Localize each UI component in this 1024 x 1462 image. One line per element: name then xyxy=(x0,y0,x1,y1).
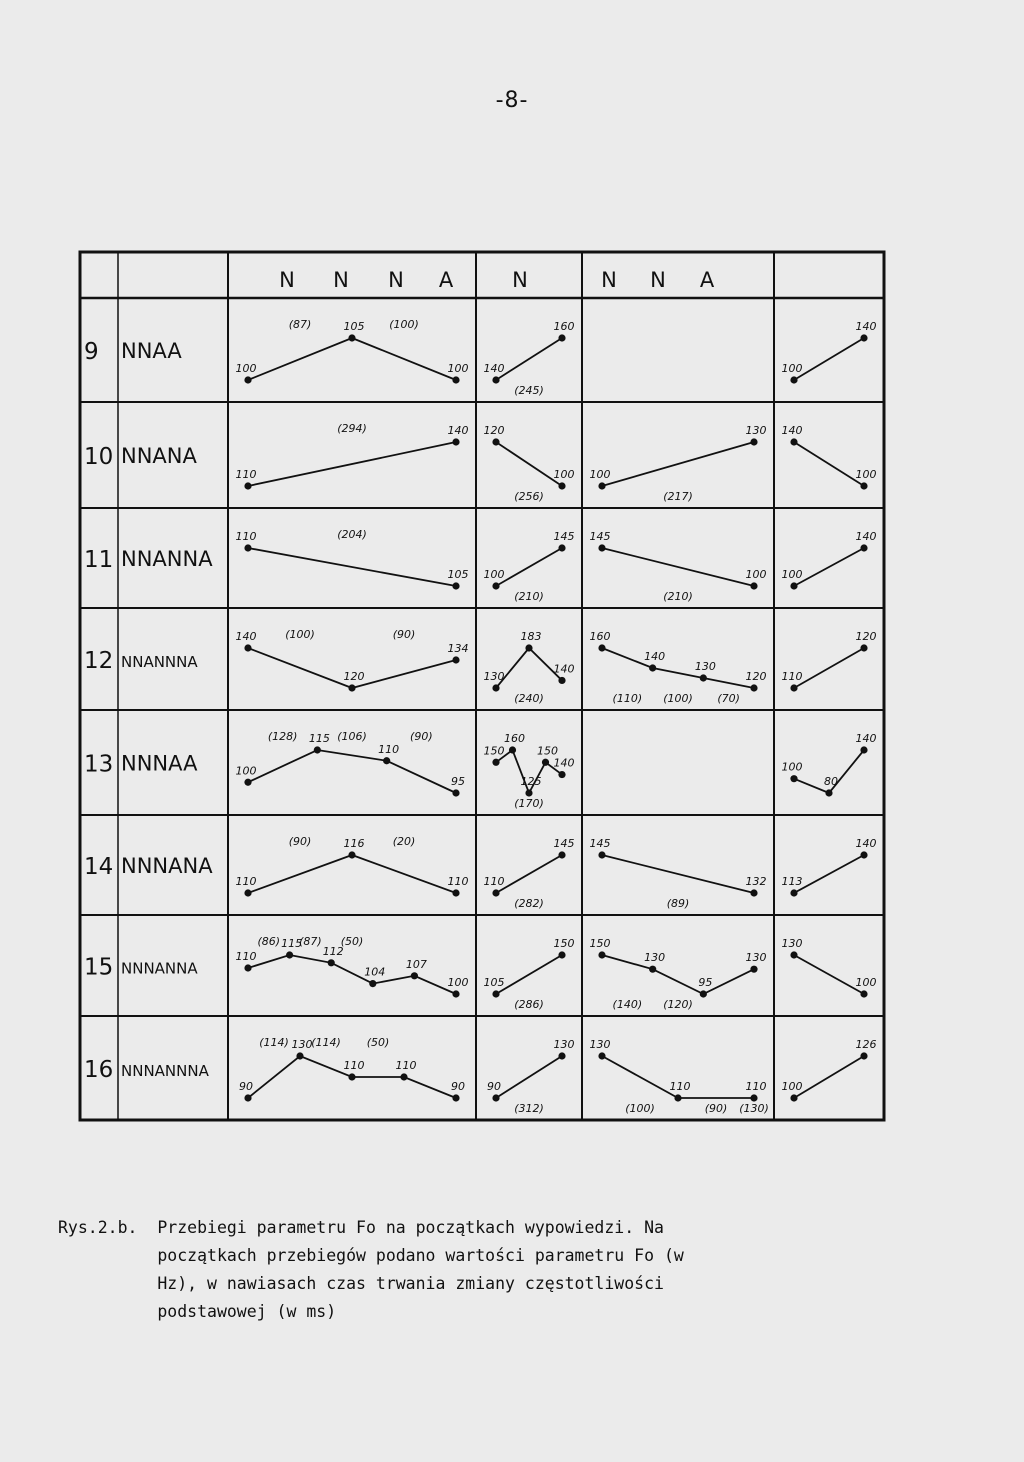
fo-value-label: 134 xyxy=(447,642,469,655)
contour-line xyxy=(794,648,864,688)
row-pattern-label: NNAA xyxy=(121,339,182,363)
row-pattern-label: NNANA xyxy=(121,444,197,468)
contour-line xyxy=(602,442,754,486)
contour-segment xyxy=(236,528,469,590)
contour-line xyxy=(248,855,456,893)
contour-point xyxy=(790,376,797,383)
contour-point xyxy=(369,980,376,987)
contour-segment xyxy=(590,424,767,503)
contour-point xyxy=(286,951,293,958)
row-number: 16 xyxy=(84,1057,114,1083)
fo-value-label: 140 xyxy=(553,756,575,770)
contour-point xyxy=(790,775,797,782)
duration-label: (50) xyxy=(340,935,364,948)
contour-segment xyxy=(484,837,575,910)
fo-value-label: 90 xyxy=(451,1080,465,1093)
fo-value-label: 110 xyxy=(395,1059,417,1072)
duration-label: (170) xyxy=(514,797,544,810)
fo-value-label: 150 xyxy=(537,744,558,758)
duration-label: (312) xyxy=(514,1102,544,1115)
duration-label: (90) xyxy=(704,1102,728,1115)
fo-value-label: 110 xyxy=(669,1080,691,1093)
fo-value-label: 104 xyxy=(364,965,386,979)
contour-segment xyxy=(236,318,469,384)
fo-value-label: 140 xyxy=(855,530,877,543)
contour-point xyxy=(244,482,251,489)
fo-value-label: 116 xyxy=(343,837,365,850)
fo-value-label: 100 xyxy=(447,362,469,375)
fo-value-label: 95 xyxy=(698,976,713,989)
contour-segment xyxy=(590,630,767,705)
contour-point xyxy=(790,889,797,896)
contour-point xyxy=(790,951,797,958)
contour-point xyxy=(790,684,797,691)
contour-point xyxy=(492,990,499,997)
contour-point xyxy=(244,644,251,651)
fo-value-label: 130 xyxy=(291,1038,313,1051)
figure-caption xyxy=(58,1214,908,1326)
contour-point xyxy=(790,438,797,445)
row-number: 12 xyxy=(84,648,114,674)
fo-value-label: 95 xyxy=(451,775,465,788)
contour-segment xyxy=(236,422,469,490)
duration-label: (50) xyxy=(366,1036,390,1049)
header-syllable-label: N xyxy=(512,268,528,292)
duration-label: (217) xyxy=(663,490,693,503)
contour-point xyxy=(700,990,707,997)
fo-value-label: 140 xyxy=(483,362,505,375)
contour-point xyxy=(860,334,867,341)
duration-label: (294) xyxy=(337,422,367,435)
contour-point xyxy=(558,482,565,489)
caption-line: Rys.2.b. Przebiegi parametru Fo na początkach wypowiedzi. Na xyxy=(58,1218,664,1237)
duration-label: (140) xyxy=(612,998,643,1011)
row-pattern-label: NNANNA xyxy=(121,547,213,571)
contour-point xyxy=(558,677,565,684)
contour-segment xyxy=(236,730,466,797)
header-syllable-label: A xyxy=(699,268,715,292)
fo-value-label: 110 xyxy=(781,670,803,683)
table-row xyxy=(84,1036,877,1115)
contour-segment xyxy=(782,937,877,998)
caption-line: podstawowej (w ms) xyxy=(58,1302,337,1321)
contour-point xyxy=(492,438,499,445)
contour-point xyxy=(825,789,832,796)
fo-value-label: 125 xyxy=(520,775,542,788)
fo-value-label: 100 xyxy=(589,468,611,481)
duration-label: (90) xyxy=(288,835,312,848)
contour-point xyxy=(452,990,459,997)
contour-point xyxy=(525,789,532,796)
fo-value-label: 100 xyxy=(781,760,803,774)
contour-segment xyxy=(590,937,767,1011)
contour-segment xyxy=(484,424,575,503)
duration-label: (90) xyxy=(392,628,416,641)
duration-label: (100) xyxy=(625,1102,655,1115)
contour-segment xyxy=(590,1038,769,1115)
fo-value-label: 110 xyxy=(447,875,469,888)
contour-segment xyxy=(782,630,877,692)
duration-label: (210) xyxy=(514,590,544,603)
contour-line xyxy=(496,548,562,586)
contour-point xyxy=(452,789,459,796)
contour-point xyxy=(328,959,335,966)
fo-value-label: 105 xyxy=(343,320,365,333)
duration-label: (70) xyxy=(717,692,740,705)
contour-point xyxy=(598,644,605,651)
fo-value-label: 145 xyxy=(589,837,611,850)
contour-segment xyxy=(236,835,469,897)
fo-value-label: 130 xyxy=(483,670,505,683)
header-syllable-label: N xyxy=(333,268,349,292)
contour-line xyxy=(602,855,754,893)
fo-value-label: 120 xyxy=(343,670,365,683)
contour-segment xyxy=(484,630,575,705)
contour-point xyxy=(400,1073,407,1080)
fo-value-label: 132 xyxy=(745,875,767,888)
contour-point xyxy=(860,990,867,997)
fo-value-label: 110 xyxy=(378,742,400,756)
duration-label: (100) xyxy=(663,692,693,705)
contour-line xyxy=(496,955,562,994)
contour-point xyxy=(492,582,499,589)
fo-value-label: 110 xyxy=(483,875,505,888)
fo-value-label: 130 xyxy=(644,951,666,965)
duration-label: (256) xyxy=(514,490,544,503)
contour-point xyxy=(244,376,251,383)
table-row xyxy=(84,835,877,910)
fo-value-label: 120 xyxy=(745,670,767,683)
header-syllable-label: N xyxy=(601,268,617,292)
fo-value-label: 80 xyxy=(824,775,838,788)
duration-label: (114) xyxy=(311,1036,341,1049)
contour-segment xyxy=(484,530,575,603)
contour-point xyxy=(348,851,355,858)
contour-line xyxy=(248,750,456,793)
fo-value-label: 110 xyxy=(235,875,257,888)
fo-value-label: 100 xyxy=(447,976,469,989)
contour-point xyxy=(509,746,516,753)
fo-value-label: 160 xyxy=(504,732,525,745)
fo-value-label: 105 xyxy=(447,568,469,581)
fo-value-label: 110 xyxy=(745,1080,767,1093)
contour-point xyxy=(790,582,797,589)
table-row xyxy=(84,528,877,603)
contour-point xyxy=(790,1094,797,1101)
contour-segment xyxy=(782,837,877,897)
contour-point xyxy=(750,1094,757,1101)
header-syllable-label: N xyxy=(388,268,404,292)
contour-point xyxy=(649,966,656,973)
contour-point xyxy=(558,1052,565,1059)
table-row xyxy=(84,730,877,810)
fo-value-label: 100 xyxy=(855,976,877,989)
fo-value-label: 90 xyxy=(239,1080,253,1093)
fo-value-label: 160 xyxy=(553,320,575,333)
contour-segment xyxy=(484,732,575,810)
fo-value-label: 100 xyxy=(781,568,803,581)
contour-point xyxy=(244,779,251,786)
contour-segment xyxy=(782,424,877,490)
row-number: 15 xyxy=(84,954,114,981)
row-pattern-label: NNNAA xyxy=(121,751,198,776)
fo-value-label: 140 xyxy=(644,650,666,663)
fo-value-label: 100 xyxy=(235,362,257,375)
contour-point xyxy=(492,759,499,766)
contour-line xyxy=(602,955,754,994)
contour-line xyxy=(794,338,864,380)
table-row xyxy=(84,935,877,1011)
contour-point xyxy=(411,972,418,979)
table-row xyxy=(84,628,877,705)
fo-value-label: 140 xyxy=(235,630,257,643)
fo-value-label: 140 xyxy=(553,662,575,676)
duration-label: (89) xyxy=(666,897,690,910)
row-pattern-label: NNNANA xyxy=(121,854,213,878)
caption-line: początkach przebiegów podano wartości parametru Fo (w xyxy=(58,1246,684,1265)
contour-point xyxy=(750,966,757,973)
duration-label: (100) xyxy=(389,318,419,331)
contour-point xyxy=(558,334,565,341)
duration-label: (90) xyxy=(410,730,433,743)
contour-line xyxy=(794,548,864,586)
fo-value-label: 115 xyxy=(308,732,330,745)
fo-value-label: 145 xyxy=(553,837,575,850)
contour-point xyxy=(598,851,605,858)
contour-line xyxy=(496,855,562,893)
fo-value-label: 130 xyxy=(745,424,767,437)
contour-point xyxy=(383,757,390,764)
header-syllable-label: A xyxy=(438,268,454,292)
contour-line xyxy=(496,1056,562,1098)
fo-value-label: 110 xyxy=(235,468,257,481)
fo-value-label: 130 xyxy=(553,1038,575,1051)
fo-value-label: 160 xyxy=(589,630,611,643)
contour-point xyxy=(244,964,251,971)
contour-point xyxy=(348,1073,355,1080)
duration-label: (286) xyxy=(514,998,544,1011)
fo-value-label: 113 xyxy=(781,875,803,888)
contour-point xyxy=(598,951,605,958)
fo-value-label: 100 xyxy=(855,468,877,481)
contour-point xyxy=(750,684,757,691)
contour-segment xyxy=(236,935,469,998)
table-row xyxy=(84,318,877,397)
duration-label: (106) xyxy=(337,730,367,743)
contour-segment xyxy=(782,320,877,384)
contour-segment xyxy=(782,530,877,590)
fo-value-label: 183 xyxy=(520,630,542,643)
contour-segment xyxy=(484,937,575,1011)
contour-line xyxy=(248,548,456,586)
contour-point xyxy=(700,674,707,681)
header-syllable-label: N xyxy=(279,268,295,292)
contour-line xyxy=(496,648,562,688)
header-syllable-label: N xyxy=(650,268,666,292)
fo-value-label: 130 xyxy=(694,660,716,673)
fo-value-label: 115 xyxy=(281,937,303,950)
fo-value-label: 110 xyxy=(235,530,257,543)
duration-label: (110) xyxy=(612,692,643,705)
contour-point xyxy=(558,951,565,958)
contour-line xyxy=(794,955,864,994)
contour-point xyxy=(452,889,459,896)
contour-point xyxy=(452,1094,459,1101)
caption-line: Hz), w nawiasach czas trwania zmiany częstotliwości xyxy=(58,1274,664,1293)
contour-line xyxy=(602,648,754,688)
duration-label: (20) xyxy=(392,835,416,848)
contour-segment xyxy=(484,320,575,397)
contour-line xyxy=(794,1056,864,1098)
duration-label: (87) xyxy=(299,935,322,948)
contour-point xyxy=(860,851,867,858)
row-pattern-label: NNNANNNA xyxy=(121,1062,209,1080)
fo-value-label: 145 xyxy=(553,530,575,543)
page-number: -8- xyxy=(495,88,529,113)
contour-line xyxy=(496,442,562,486)
fo-value-label: 140 xyxy=(855,320,877,333)
row-number: 10 xyxy=(84,444,114,470)
duration-label: (100) xyxy=(285,628,315,641)
contour-point xyxy=(452,656,459,663)
fo-value-label: 107 xyxy=(405,957,427,971)
contour-point xyxy=(674,1094,681,1101)
fo-value-label: 105 xyxy=(483,976,505,989)
row-pattern-label: NNANNNA xyxy=(121,653,198,671)
row-pattern-label: NNNANNA xyxy=(121,959,198,978)
fo-value-label: 130 xyxy=(781,937,803,950)
duration-label: (210) xyxy=(663,590,693,603)
fo-value-label: 100 xyxy=(553,468,575,481)
contour-point xyxy=(244,889,251,896)
contour-point xyxy=(296,1052,303,1059)
contour-point xyxy=(542,759,549,766)
contour-segment xyxy=(487,1038,575,1115)
fo-value-label: 130 xyxy=(589,1038,611,1051)
fo-value-label: 150 xyxy=(589,937,611,950)
fo-value-label: 150 xyxy=(483,744,505,758)
fo-value-label: 110 xyxy=(343,1059,365,1072)
fo-value-label: 100 xyxy=(781,1080,803,1093)
fo-value-label: 100 xyxy=(235,764,257,778)
contour-point xyxy=(452,376,459,383)
contour-line xyxy=(794,442,864,486)
duration-label: (130) xyxy=(739,1102,769,1115)
row-number: 14 xyxy=(84,854,114,880)
contour-point xyxy=(492,889,499,896)
contour-point xyxy=(558,771,565,778)
contour-point xyxy=(860,1052,867,1059)
fo-value-label: 145 xyxy=(589,530,611,543)
table-frame xyxy=(80,252,884,1120)
contour-line xyxy=(248,338,456,380)
fo-value-label: 140 xyxy=(855,732,877,745)
contour-segment xyxy=(782,732,877,797)
contour-point xyxy=(860,644,867,651)
contour-point xyxy=(750,889,757,896)
contour-point xyxy=(348,334,355,341)
fo-value-label: 130 xyxy=(745,951,767,965)
contour-point xyxy=(314,746,321,753)
contour-point xyxy=(750,438,757,445)
contour-point xyxy=(525,644,532,651)
contour-point xyxy=(860,544,867,551)
fo-value-label: 120 xyxy=(483,424,505,437)
row-number: 13 xyxy=(84,751,114,778)
contour-point xyxy=(348,684,355,691)
contour-point xyxy=(492,684,499,691)
contour-point xyxy=(244,1094,251,1101)
contour-point xyxy=(598,1052,605,1059)
row-number: 11 xyxy=(84,547,114,573)
contour-point xyxy=(558,544,565,551)
contour-line xyxy=(794,855,864,893)
fo-value-label: 90 xyxy=(487,1080,501,1093)
duration-label: (240) xyxy=(514,692,544,705)
duration-label: (87) xyxy=(288,318,312,331)
duration-label: (282) xyxy=(514,897,544,910)
contour-line xyxy=(496,338,562,380)
fo-value-label: 100 xyxy=(745,568,767,581)
contour-segment xyxy=(590,530,767,603)
fo-value-label: 140 xyxy=(855,837,877,850)
table-row xyxy=(84,422,877,503)
fo-value-label: 140 xyxy=(447,424,469,437)
fo-value-label: 150 xyxy=(553,937,575,950)
contour-point xyxy=(750,582,757,589)
duration-label: (128) xyxy=(267,730,298,743)
row-number: 9 xyxy=(84,339,99,365)
contour-point xyxy=(244,544,251,551)
contour-segment xyxy=(590,837,767,910)
contour-point xyxy=(860,746,867,753)
duration-label: (204) xyxy=(337,528,367,541)
fo-value-label: 126 xyxy=(855,1038,877,1051)
duration-label: (114) xyxy=(259,1036,289,1049)
fo-value-label: 120 xyxy=(855,630,877,643)
contour-line xyxy=(602,548,754,586)
contour-segment xyxy=(782,1038,877,1102)
contour-point xyxy=(452,582,459,589)
fo-value-label: 140 xyxy=(781,424,803,437)
contour-point xyxy=(558,851,565,858)
contour-point xyxy=(649,664,656,671)
contour-point xyxy=(598,482,605,489)
duration-label: (120) xyxy=(663,998,693,1011)
contour-point xyxy=(492,1094,499,1101)
contour-point xyxy=(452,438,459,445)
contour-line xyxy=(248,442,456,486)
contour-point xyxy=(598,544,605,551)
fo-value-label: 112 xyxy=(322,944,344,958)
duration-label: (245) xyxy=(514,384,544,397)
fo-value-label: 110 xyxy=(235,950,257,963)
duration-label: (86) xyxy=(257,935,281,948)
contour-point xyxy=(492,376,499,383)
fo-value-label: 100 xyxy=(483,568,505,581)
contour-point xyxy=(860,482,867,489)
fo-value-label: 100 xyxy=(781,362,803,375)
contour-segment xyxy=(239,1036,465,1102)
contour-segment xyxy=(236,628,469,692)
